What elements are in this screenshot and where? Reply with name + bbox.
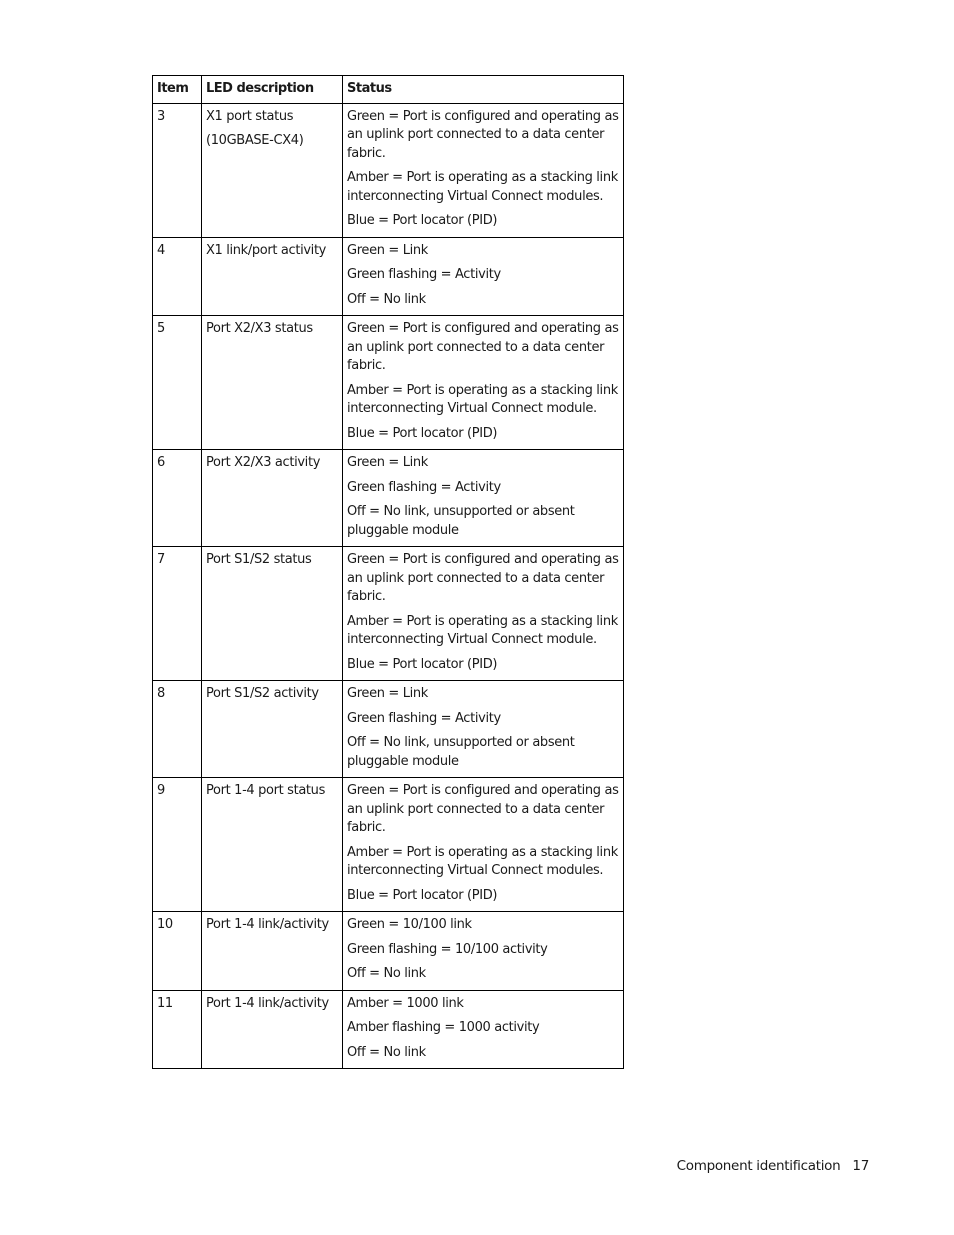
status-cell	[343, 990, 624, 1069]
header-led-description: LED description	[202, 76, 343, 104]
item-cell	[153, 912, 202, 991]
table-row	[153, 990, 624, 1069]
item-cell	[153, 103, 202, 237]
table-header-row	[153, 76, 624, 104]
status-line: Amber = Port is operating as a stacking link interconnecting Virtual Connect modules.	[347, 844, 618, 878]
item-number: 10	[157, 917, 173, 932]
status-line: Green flashing = Activity	[347, 267, 501, 282]
status-line: Green = Link	[347, 242, 428, 258]
status-line: Off = No link	[347, 966, 426, 981]
status-line: Off = No link, unsupported or absent pluggable module	[347, 504, 575, 538]
table-row	[153, 778, 624, 912]
item-cell	[153, 237, 202, 316]
table-row	[153, 316, 624, 450]
item-number: 8	[157, 686, 165, 701]
status-cell	[343, 778, 624, 912]
header-item: Item	[153, 76, 202, 104]
status-cell	[343, 237, 624, 316]
status-cell	[343, 103, 624, 237]
description-line: Port S1/S2 status	[206, 552, 312, 567]
item-number: 11	[157, 995, 173, 1011]
page-footer	[677, 1158, 869, 1174]
status-line: Green flashing = Activity	[347, 479, 501, 495]
status-line: Amber = Port is operating as a stacking link interconnecting Virtual Connect module.	[347, 613, 618, 647]
table-row	[153, 912, 624, 991]
footer-section-title: Component identification	[676, 1158, 841, 1174]
description-line: Port 1-4 link/activity	[206, 995, 329, 1011]
description-cell	[202, 990, 343, 1069]
description-line: Port 1-4 port status	[206, 783, 325, 798]
status-line: Green = 10/100 link	[347, 917, 472, 932]
status-cell	[343, 681, 624, 778]
item-cell	[153, 316, 202, 450]
item-cell	[153, 450, 202, 547]
status-line: Amber = Port is operating as a stacking link interconnecting Virtual Connect modules.	[347, 170, 618, 204]
item-cell	[153, 778, 202, 912]
status-line: Off = No link	[347, 291, 426, 307]
item-cell	[153, 990, 202, 1069]
description-cell	[202, 912, 343, 991]
description-cell	[202, 547, 343, 681]
description-line: (10GBASE-CX4)	[206, 133, 304, 148]
description-cell	[202, 778, 343, 912]
led-table	[152, 75, 624, 1069]
item-number: 9	[157, 783, 165, 798]
status-cell	[343, 316, 624, 450]
status-line: Green = Port is configured and operating as an uplink port connected to a data center fabric.	[347, 552, 619, 604]
item-number: 4	[157, 242, 165, 258]
description-line: Port X2/X3 status	[206, 321, 313, 336]
description-cell	[202, 103, 343, 237]
status-cell	[343, 547, 624, 681]
status-line: Amber = 1000 link	[347, 995, 464, 1011]
status-line: Green flashing = 10/100 activity	[347, 941, 548, 957]
status-line: Off = No link	[347, 1044, 426, 1060]
status-line: Blue = Port locator (PID)	[347, 213, 498, 228]
table-row	[153, 681, 624, 778]
status-line: Green = Port is configured and operating as an uplink port connected to a data center fabric.	[347, 321, 619, 373]
description-cell	[202, 681, 343, 778]
table-row	[153, 237, 624, 316]
status-line: Amber flashing = 1000 activity	[347, 1020, 540, 1035]
table-row	[153, 450, 624, 547]
description-cell	[202, 316, 343, 450]
item-number: 7	[157, 552, 165, 567]
table-row	[153, 547, 624, 681]
description-line: X1 port status	[206, 108, 294, 124]
item-number: 6	[157, 455, 165, 470]
description-cell	[202, 450, 343, 547]
status-line: Green flashing = Activity	[347, 710, 501, 726]
page-number: 17	[852, 1158, 869, 1174]
description-line: Port S1/S2 activity	[206, 686, 319, 701]
header-status: Status	[343, 76, 624, 104]
status-line: Green = Port is configured and operating as an uplink port connected to a data center fabric.	[347, 783, 619, 835]
status-line: Blue = Port locator (PID)	[347, 887, 498, 903]
status-line: Green = Link	[347, 455, 428, 470]
item-number: 3	[157, 108, 165, 124]
status-cell	[343, 450, 624, 547]
item-number: 5	[157, 321, 165, 336]
description-cell	[202, 237, 343, 316]
description-line: Port 1-4 link/activity	[206, 917, 329, 932]
status-line: Amber = Port is operating as a stacking link interconnecting Virtual Connect module.	[347, 382, 618, 416]
status-line: Blue = Port locator (PID)	[347, 656, 498, 672]
status-cell	[343, 912, 624, 991]
table-row	[153, 103, 624, 237]
description-line: Port X2/X3 activity	[206, 455, 321, 470]
status-line: Green = Link	[347, 686, 428, 701]
status-line: Green = Port is configured and operating as an uplink port connected to a data center fabric.	[347, 108, 619, 161]
status-line: Blue = Port locator (PID)	[347, 425, 498, 441]
status-line: Off = No link, unsupported or absent pluggable module	[347, 735, 575, 769]
description-line: X1 link/port activity	[206, 242, 327, 258]
item-cell	[153, 681, 202, 778]
item-cell	[153, 547, 202, 681]
